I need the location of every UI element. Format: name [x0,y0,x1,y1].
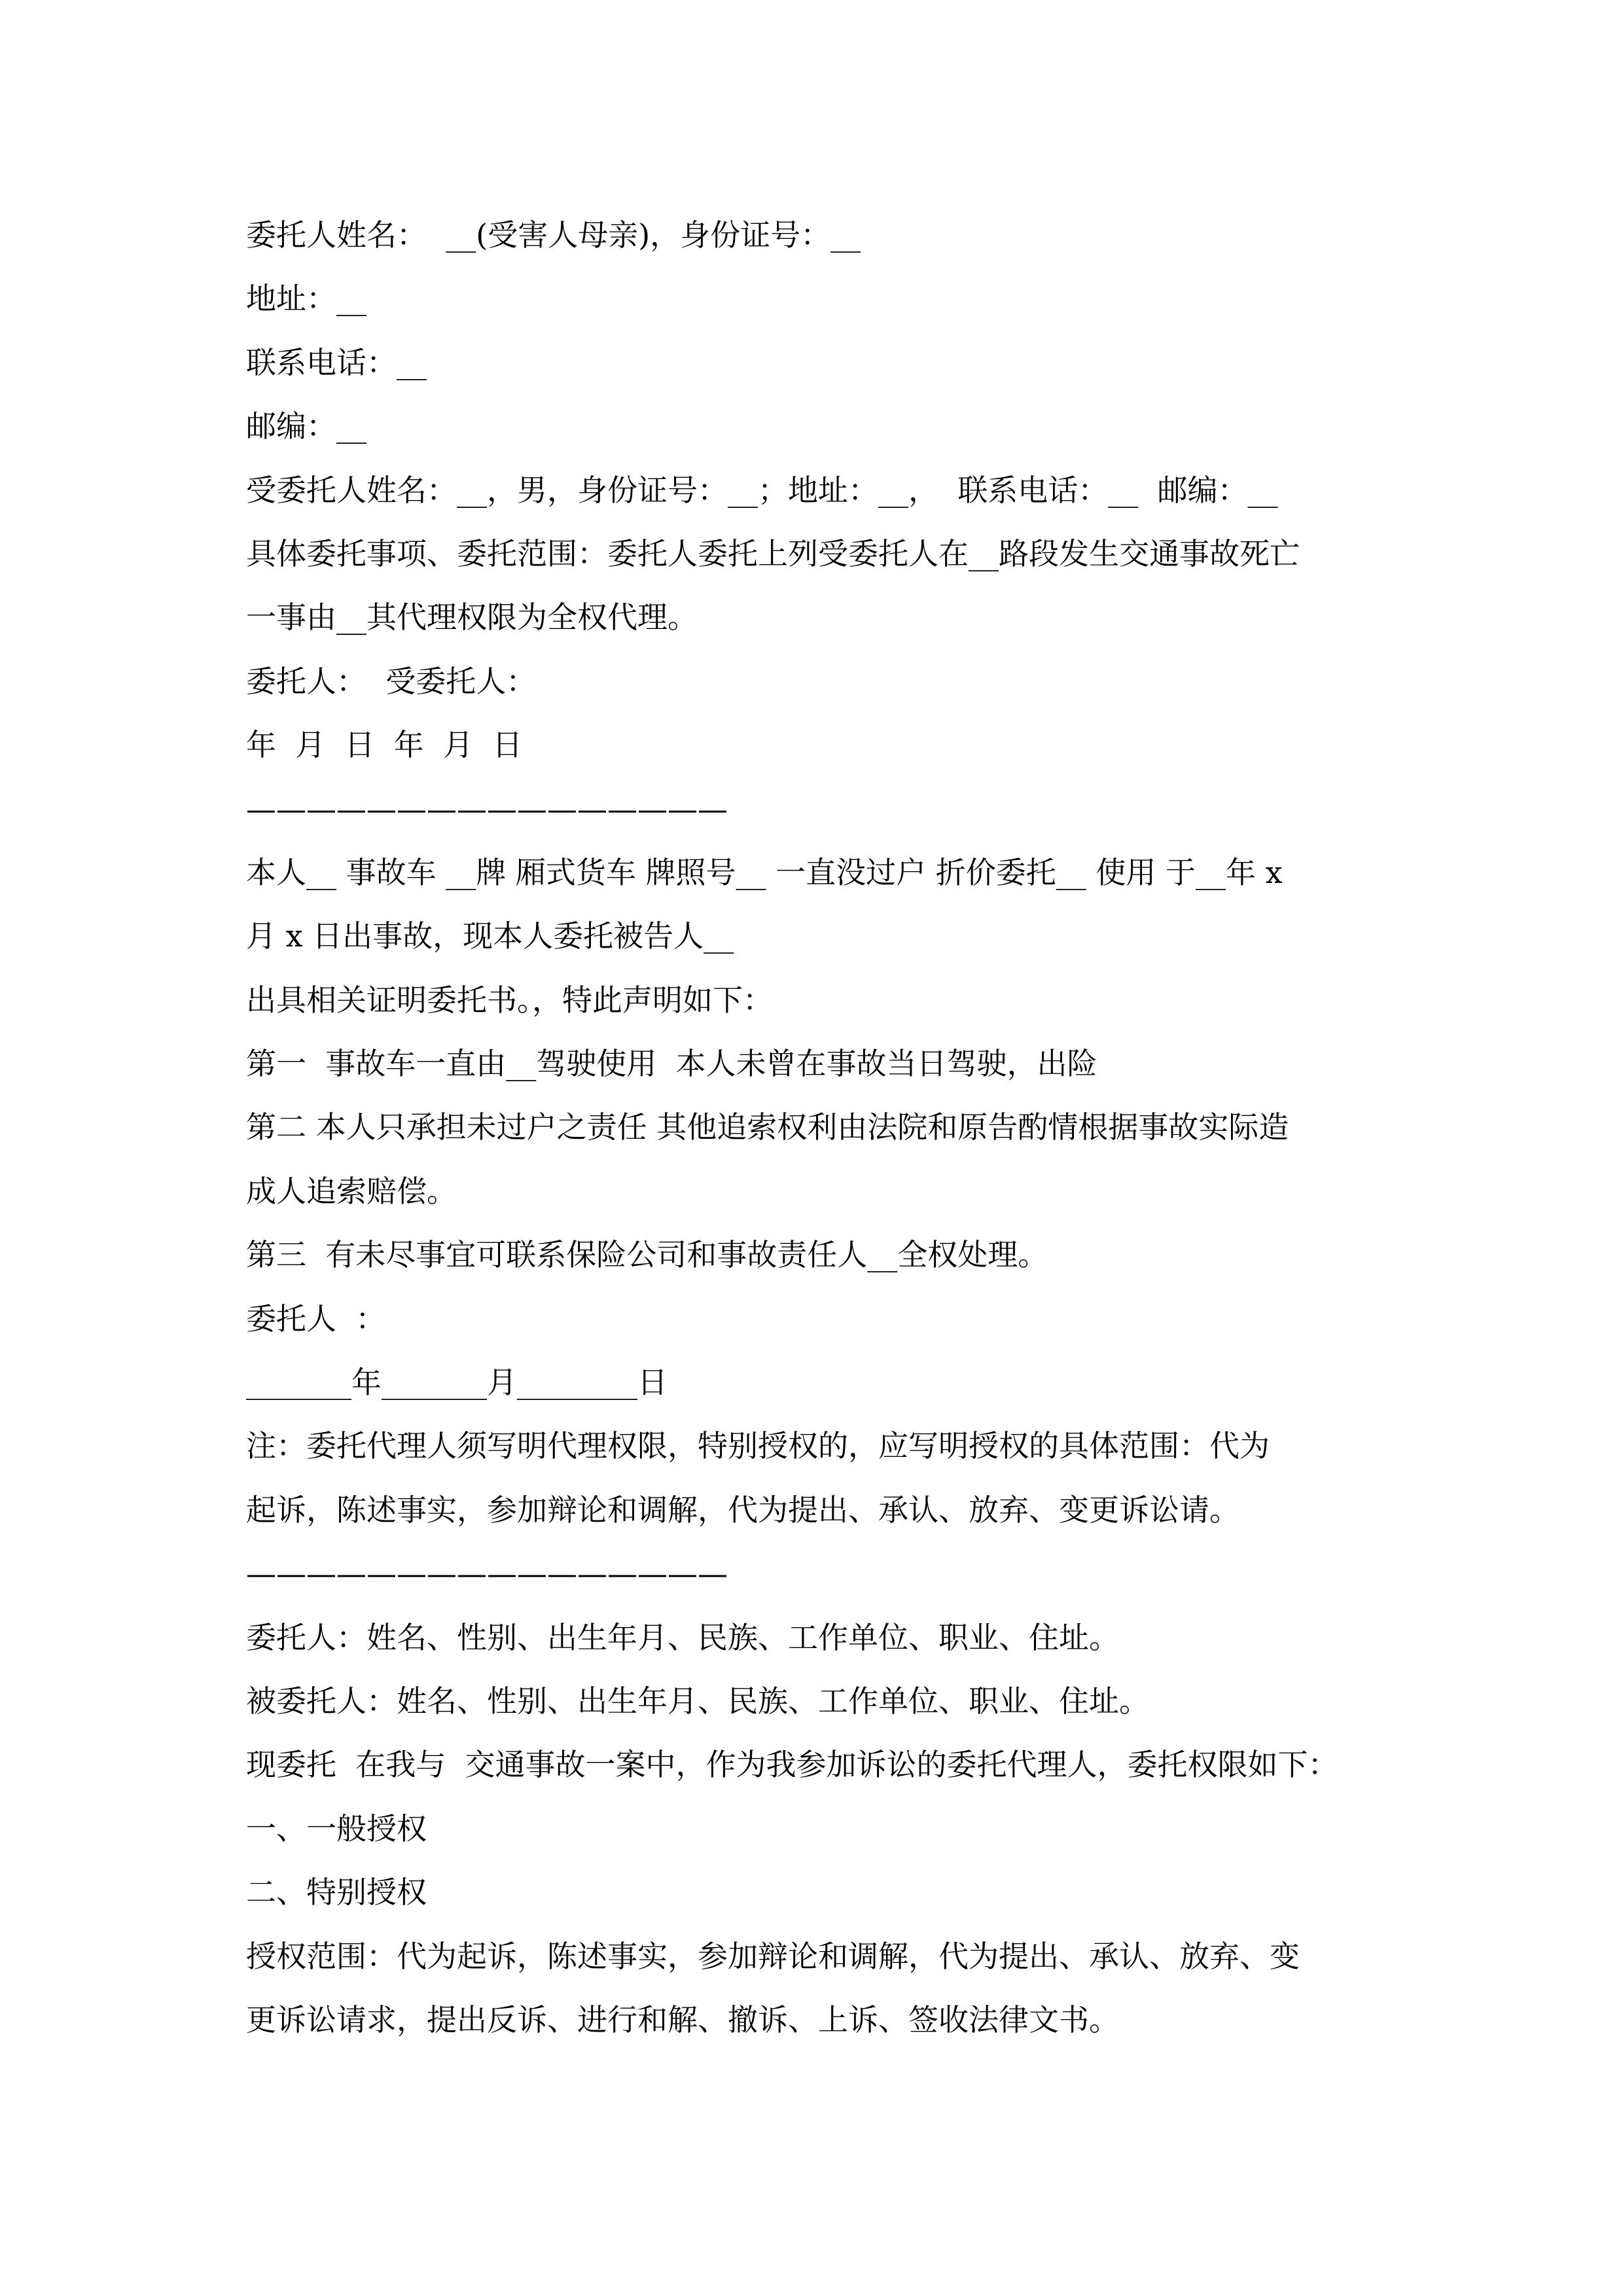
authority-scope-line-1: 授权范围：代为起诉，陈述事实，参加辩论和调解，代为提出、承认、放弃、变 [246,1938,1300,1974]
entrustor-name-line: 委托人姓名： __(受害人母亲)，身份证号：__ [246,217,861,253]
note-line-2: 起诉，陈述事实，参加辩论和调解，代为提出、承认、放弃、变更诉讼请。 [246,1492,1240,1528]
statement-line-3: 出具相关证明委托书。，特此声明如下： [246,982,773,1018]
statement-point-3: 第三 有未尽事宜可联系保险公司和事故责任人__全权处理。 [246,1237,1048,1273]
signature-labels-line: 委托人： 受委托人： [246,663,537,699]
statement-date-line: _______年_______月________日 [246,1365,668,1401]
statement-point-1: 第一 事故车一直由__驾驶使用 本人未曾在事故当日驾驶，出险 [246,1046,1097,1082]
general-authority-line: 一、一般授权 [246,1810,427,1846]
template-agent-line: 被委托人：姓名、性别、出生年月、民族、工作单位、职业、住址。 [246,1683,1149,1719]
special-authority-line: 二、特别授权 [246,1874,427,1910]
scope-line-1: 具体委托事项、委托范围：委托人委托上列受委托人在__路段发生交通事故死亡 [246,535,1300,571]
entrustor-address-line: 地址：__ [246,281,366,317]
entrustor-postcode-line: 邮编：__ [246,408,366,444]
template-entrust-line: 现委托 在我与 交通事故一案中，作为我参加诉讼的委托代理人，委托权限如下： [246,1747,1338,1783]
section-divider-1: ———————————————— [246,791,728,827]
document-body [246,204,1385,2052]
template-entrustor-line: 委托人：姓名、性别、出生年月、民族、工作单位、职业、住址。 [246,1619,1119,1655]
statement-point-2-line-2: 成人追索赔偿。 [246,1173,457,1209]
signature-date-line: 年 月 日 年 月 日 [246,727,523,763]
statement-line-2: 月 x 日出事故，现本人委托被告人__ [246,918,734,954]
entrustor-phone-line: 联系电话：__ [246,344,427,380]
authority-scope-line-2: 更诉讼请求，提出反诉、进行和解、撤诉、上诉、签收法律文书。 [246,2001,1119,2037]
section-divider-2: ———————————————— [246,1556,728,1592]
agent-info-line: 受委托人姓名：__，男，身份证号：__；地址：__， 联系电话：__ 邮编：__ [246,472,1278,508]
statement-signer-line: 委托人 ： [246,1300,386,1336]
statement-line-1: 本人__ 事故车 __牌 厢式货车 牌照号__ 一直没过户 折价委托__ 使用 于__年 x [246,854,1283,890]
statement-point-2-line-1: 第二 本人只承担未过户之责任 其他追索权利由法院和原告酌情根据事故实际造 [246,1109,1289,1145]
note-line-1: 注：委托代理人须写明代理权限，特别授权的，应写明授权的具体范围：代为 [246,1428,1270,1464]
scope-line-2: 一事由__其代理权限为全权代理。 [246,600,698,636]
